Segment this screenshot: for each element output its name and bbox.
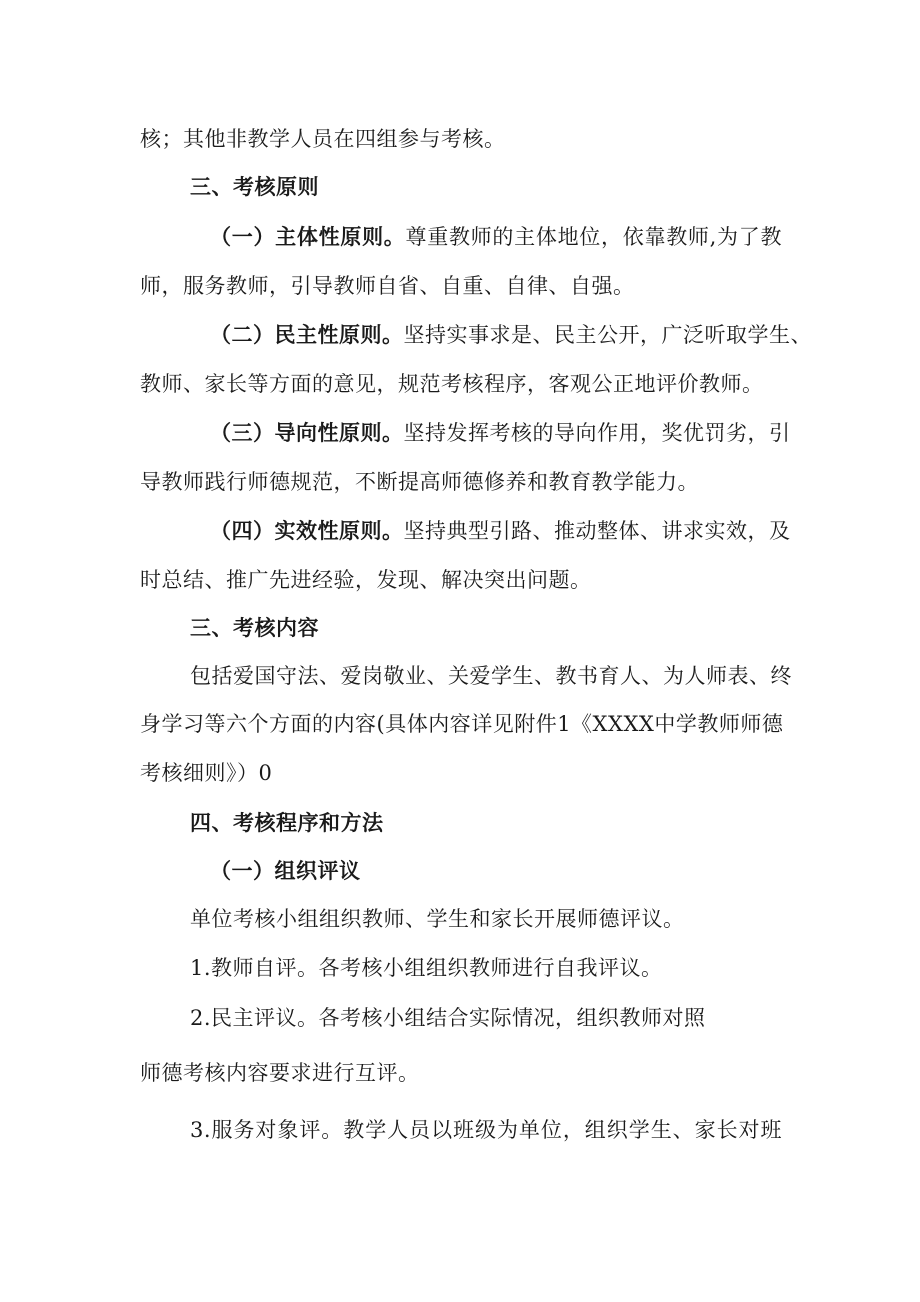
principle-1-title: （一）主体性原则。 <box>210 224 406 249</box>
item-self-review: 1.教师自评。各考核小组组织教师进行自我评议。 <box>190 956 663 980</box>
content-line-2: 身学习等六个方面的内容(具体内容详见附件1《XXXX中学教师师德 <box>140 712 784 736</box>
principle-3-line-1 <box>210 418 791 448</box>
principle-1-line-1 <box>210 222 782 252</box>
section-heading-content: 三、考核内容 <box>190 615 319 640</box>
principle-3-title: （三）导向性原则。 <box>210 420 404 445</box>
principle-2-text: 坚持实事求是、民主公开，广泛听取学生、 <box>403 323 812 347</box>
principle-3-text: 坚持发挥考核的导向作用，奖优罚劣，引 <box>403 421 791 445</box>
principle-3-line-2: 导教师践行师德规范，不断提高师德修养和教育教学能力。 <box>140 470 699 494</box>
principle-2-title: （二）民主性原则。 <box>210 322 404 347</box>
principle-4-line-2: 时总结、推广先进经验，发现、解决突出问题。 <box>140 568 592 592</box>
item-democratic-review-line-1: 2.民主评议。各考核小组结合实际情况，组织教师对照 <box>190 1006 706 1030</box>
review-intro: 单位考核小组组织教师、学生和家长开展师德评议。 <box>190 907 685 931</box>
section-heading-procedure: 四、考核程序和方法 <box>190 810 384 835</box>
principle-4-line-1 <box>210 516 791 546</box>
principle-4-title: （四）实效性原则。 <box>210 518 404 543</box>
subheading-organize-review: （一）组织评议 <box>210 858 361 883</box>
principle-2-line-1 <box>210 320 812 350</box>
section-heading-principles: 三、考核原则 <box>190 174 319 199</box>
principle-1-text: 尊重教师的主体地位，依靠教师,为了教 <box>405 225 782 249</box>
paragraph-line-continuation: 核；其他非教学人员在四组参与考核。 <box>140 127 506 151</box>
item-service-review: 3.服务对象评。教学人员以班级为单位，组织学生、家长对班 <box>190 1118 782 1142</box>
principle-2-line-2: 教师、家长等方面的意见，规范考核程序，客观公正地评价教师。 <box>140 372 764 396</box>
principle-4-text: 坚持典型引路、推动整体、讲求实效，及 <box>403 519 791 543</box>
item-democratic-review-line-2: 师德考核内容要求进行互评。 <box>140 1061 420 1085</box>
content-line-3: 考核细则》）0 <box>140 761 273 785</box>
content-line-1: 包括爱国守法、爱岗敬业、关爱学生、教书育人、为人师表、终 <box>190 664 792 688</box>
principle-1-line-2: 师，服务教师，引导教师自省、自重、自律、自强。 <box>140 274 635 298</box>
